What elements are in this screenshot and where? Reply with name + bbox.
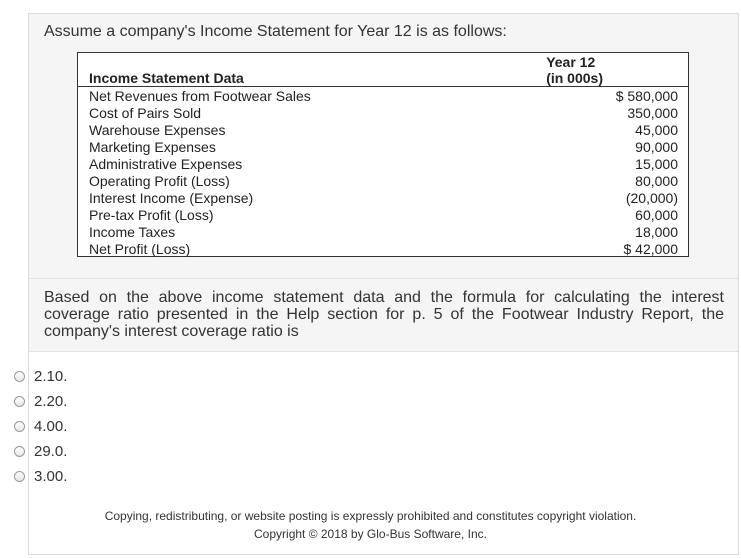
table-row-label: Net Profit (Loss)	[89, 241, 191, 257]
table-row-label: Marketing Expenses	[89, 139, 216, 155]
radio-button[interactable]	[14, 421, 25, 432]
table-row-value: 18,000	[635, 224, 678, 240]
row-labels	[89, 88, 311, 258]
option-label[interactable]: 29.0.	[34, 443, 68, 460]
radio-button[interactable]	[14, 471, 25, 482]
table-row-value: $ 580,000	[615, 88, 678, 104]
year-header-line2: (in 000s)	[546, 70, 603, 86]
table-row-value: 15,000	[635, 156, 678, 172]
table-row-value: (20,000)	[625, 190, 678, 206]
copyright-footer	[0, 507, 741, 543]
answer-options	[14, 364, 67, 489]
header-divider	[78, 86, 688, 87]
option-label[interactable]: 2.20.	[34, 393, 68, 410]
table-label-header: Income Statement Data	[89, 70, 244, 86]
radio-button[interactable]	[14, 396, 25, 407]
table-row-label: Interest Income (Expense)	[89, 190, 254, 206]
table-row-value: 90,000	[635, 139, 678, 155]
radio-button[interactable]	[14, 371, 25, 382]
question-card	[28, 13, 739, 555]
table-row-value: 80,000	[635, 173, 678, 189]
copyright-notice: Copying, redistributing, or website posting is expressly prohibited and constitutes copyright violation.	[104, 509, 637, 523]
problem-statement-section	[29, 14, 738, 279]
option-label[interactable]: 3.00.	[34, 468, 68, 485]
table-year-header	[546, 54, 603, 86]
copyright-line: Copyright © 2018 by Glo-Bus Software, Inc.	[254, 527, 487, 541]
answer-option[interactable]	[14, 364, 67, 389]
table-row-label: Pre-tax Profit (Loss)	[89, 207, 214, 223]
table-row-label: Income Taxes	[89, 224, 176, 240]
table-row-value: 350,000	[627, 105, 678, 121]
income-statement-table	[77, 52, 689, 257]
answer-option[interactable]	[14, 464, 67, 489]
option-label[interactable]: 4.00.	[34, 418, 68, 435]
table-row-value: 60,000	[635, 207, 678, 223]
table-row-value: $ 42,000	[623, 241, 678, 257]
row-values	[616, 88, 678, 258]
answer-option[interactable]	[14, 414, 67, 439]
radio-button[interactable]	[14, 446, 25, 457]
table-row-label: Net Revenues from Footwear Sales	[89, 88, 311, 104]
option-label[interactable]: 2.10.	[34, 368, 68, 385]
table-row-label: Warehouse Expenses	[89, 122, 226, 138]
year-header-line1: Year 12	[546, 54, 596, 70]
table-row-label: Administrative Expenses	[89, 156, 243, 172]
question-text: Based on the above income statement data and the formula for calculating the interest coverage ratio presented in the Help section for p. 5 of the Footwear Industry Report, the company's interest coverage ratio is	[44, 289, 724, 340]
table-row-label: Cost of Pairs Sold	[89, 105, 202, 121]
intro-text: Assume a company's Income Statement for Year 12 is as follows:	[44, 23, 507, 40]
answer-option[interactable]	[14, 389, 67, 414]
table-row-value: 45,000	[635, 122, 678, 138]
question-section	[29, 279, 738, 352]
table-row-label: Operating Profit (Loss)	[89, 173, 230, 189]
answer-option[interactable]	[14, 439, 67, 464]
